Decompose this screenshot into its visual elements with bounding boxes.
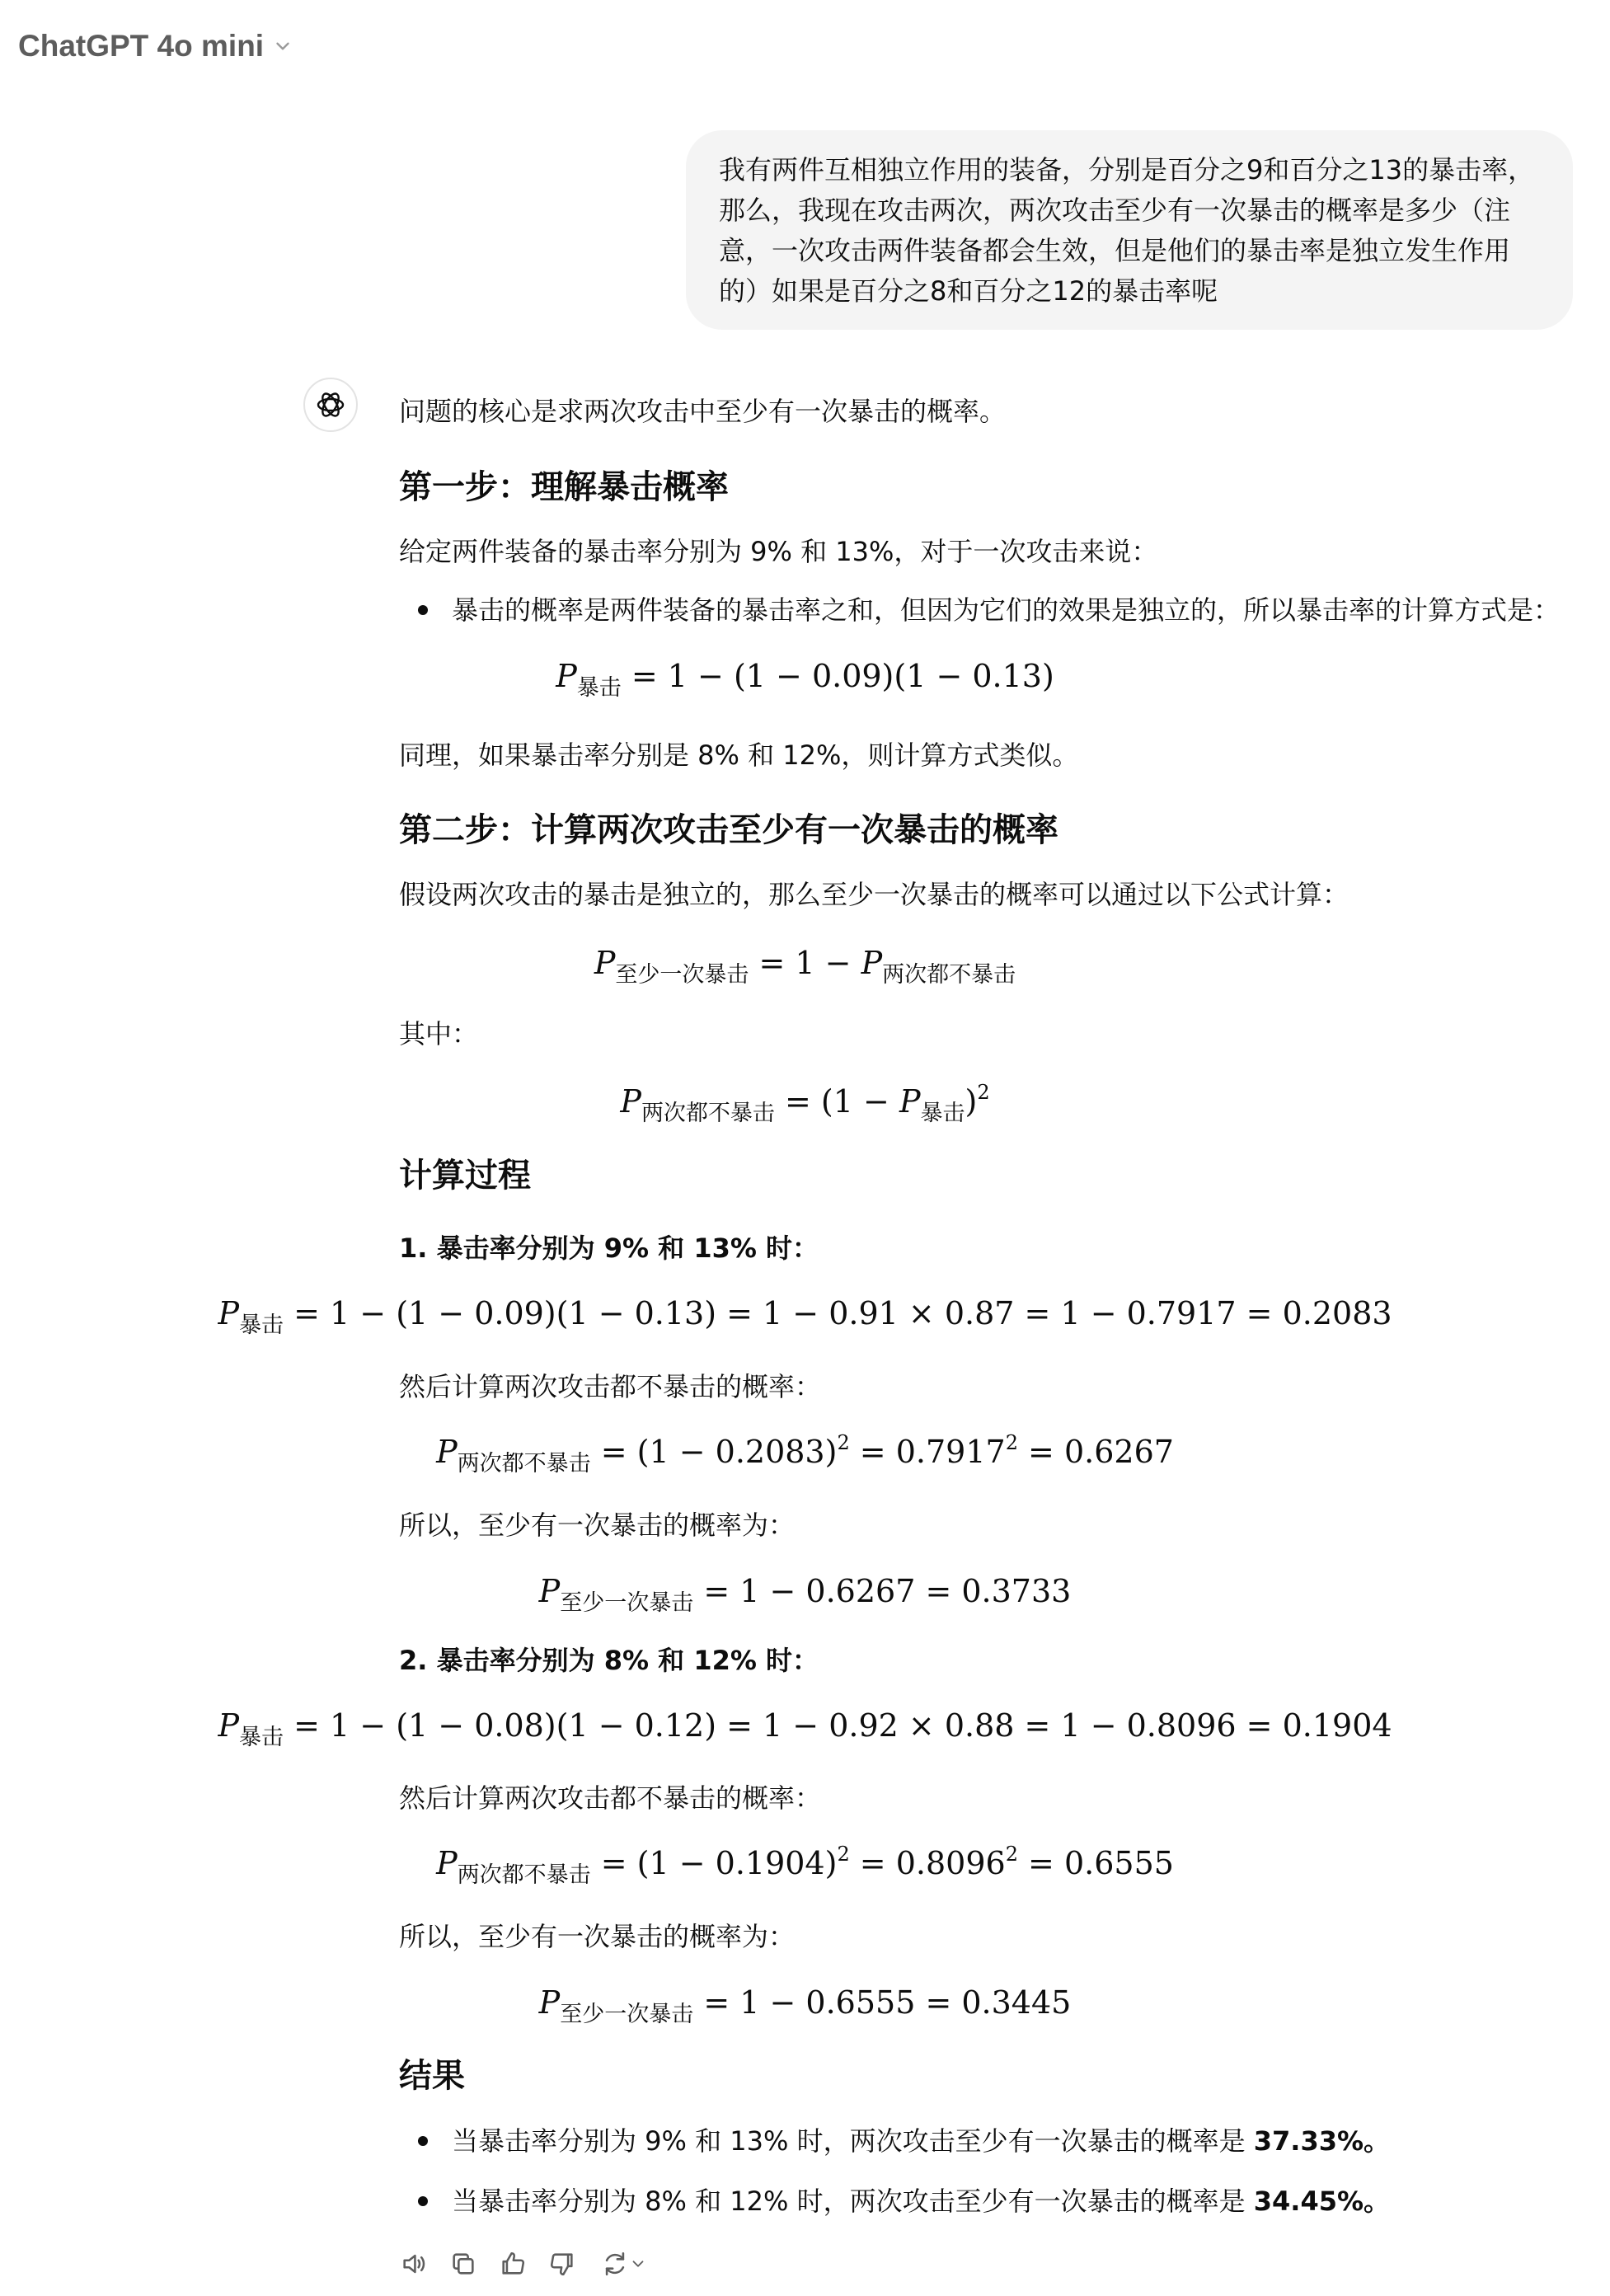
bullet — [418, 605, 428, 615]
copy-icon — [449, 2250, 477, 2278]
user-message: 我有两件互相独立作用的装备，分别是百分之9和百分之13的暴击率， 那么，我现在攻击两次，两次攻击至少有一次暴击的概率是多少（注 意，一次攻击两件装备都会生效，但是他们的暴击率是独立发生作用 的）如果是百分之8和百分之12的暴击率呢 — [686, 130, 1573, 330]
case1-heading: 1. 暴击率分别为 9% 和 13% 时： — [399, 1233, 819, 1264]
equation-no-crit: $P_{两次都不暴击} = (1 - P_{暴击})^2$ — [620, 1081, 990, 1126]
chevron-down-icon — [629, 2255, 647, 2273]
result-value-2: 34.45% — [1253, 2186, 1364, 2217]
bullet — [418, 2136, 428, 2146]
case2-equation-crit: $P_{暴击} = 1 - (1 - 0.08)(1 - 0.12) = 1 - 0.92 \times 0.88 = 1 - 0.8096 = 0.1904$ — [218, 1707, 1392, 1750]
case2-heading: 2. 暴击率分别为 8% 和 12% 时： — [399, 1645, 819, 1676]
step1-note: 同理，如果暴击率分别是 8% 和 12%，则计算方式类似。 — [399, 740, 1079, 771]
step1-bullet-text: 暴击的概率是两件装备的暴击率之和，但因为它们的效果是独立的，所以暴击率的计算方式是： — [452, 594, 1561, 626]
result-heading: 结果 — [399, 2057, 465, 2095]
step1-heading: 第一步：理解暴击概率 — [399, 468, 729, 506]
case2-text1: 然后计算两次攻击都不暴击的概率： — [399, 1782, 822, 1814]
regenerate-button[interactable] — [595, 2247, 653, 2280]
copy-button[interactable] — [447, 2247, 480, 2280]
equation-at-least-once: $P_{至少一次暴击} = 1 - P_{两次都不暴击}$ — [594, 945, 1016, 988]
calc-heading: 计算过程 — [399, 1157, 531, 1195]
case1-text2: 所以，至少有一次暴击的概率为： — [399, 1510, 796, 1541]
case2-equation-result: $P_{至少一次暴击} = 1 - 0.6555 = 0.3445$ — [538, 1984, 1072, 2027]
step2-heading: 第二步：计算两次攻击至少有一次暴击的概率 — [399, 811, 1058, 849]
model-switcher[interactable] — [18, 25, 293, 68]
where-label: 其中： — [399, 1018, 479, 1049]
step1-text: 给定两件装备的暴击率分别为 9% 和 13%，对于一次攻击来说： — [399, 536, 1158, 567]
result-item-1: 当暴击率分别为 9% 和 13% 时，两次攻击至少有一次暴击的概率是 37.33%。 — [452, 2125, 1391, 2157]
thumbs-up-icon — [499, 2250, 527, 2278]
bullet — [418, 2196, 428, 2206]
case1-equation-result: $P_{至少一次暴击} = 1 - 0.6267 = 0.3733$ — [538, 1573, 1072, 1616]
case2-equation-no-crit: $P_{两次都不暴击} = (1 - 0.1904)^2 = 0.8096^2 = 0.6555$ — [436, 1843, 1174, 1888]
read-aloud-button[interactable] — [397, 2247, 430, 2280]
case1-equation-crit: $P_{暴击} = 1 - (1 - 0.09)(1 - 0.13) = 1 - 0.91 \times 0.87 = 1 - 0.7917 = 0.2083$ — [218, 1295, 1392, 1338]
regenerate-icon — [601, 2250, 629, 2278]
model-name: ChatGPT 4o mini — [18, 29, 265, 63]
case1-text1: 然后计算两次攻击都不暴击的概率： — [399, 1371, 822, 1402]
case2-text2: 所以，至少有一次暴击的概率为： — [399, 1921, 796, 1952]
chevron-down-icon — [272, 35, 293, 57]
answer-intro: 问题的核心是求两次攻击中至少有一次暴击的概率。 — [399, 396, 1007, 427]
speaker-icon — [400, 2250, 428, 2278]
step2-text: 假设两次攻击的暴击是独立的，那么至少一次暴击的概率可以通过以下公式计算： — [399, 879, 1349, 910]
result-item-2: 当暴击率分别为 8% 和 12% 时，两次攻击至少有一次暴击的概率是 34.45%。 — [452, 2186, 1391, 2217]
equation-crit-prob: $P_{暴击} = 1 - (1 - 0.09)(1 - 0.13)$ — [556, 658, 1054, 701]
message-actions — [397, 2247, 653, 2280]
assistant-avatar — [303, 378, 358, 432]
result-value-1: 37.33% — [1253, 2125, 1364, 2157]
case1-equation-no-crit: $P_{两次都不暴击} = (1 - 0.2083)^2 = 0.7917^2 = 0.6267$ — [436, 1431, 1174, 1477]
thumbs-down-icon — [548, 2250, 576, 2278]
bad-response-button[interactable] — [546, 2247, 579, 2280]
good-response-button[interactable] — [496, 2247, 529, 2280]
openai-logo-icon — [314, 388, 347, 421]
